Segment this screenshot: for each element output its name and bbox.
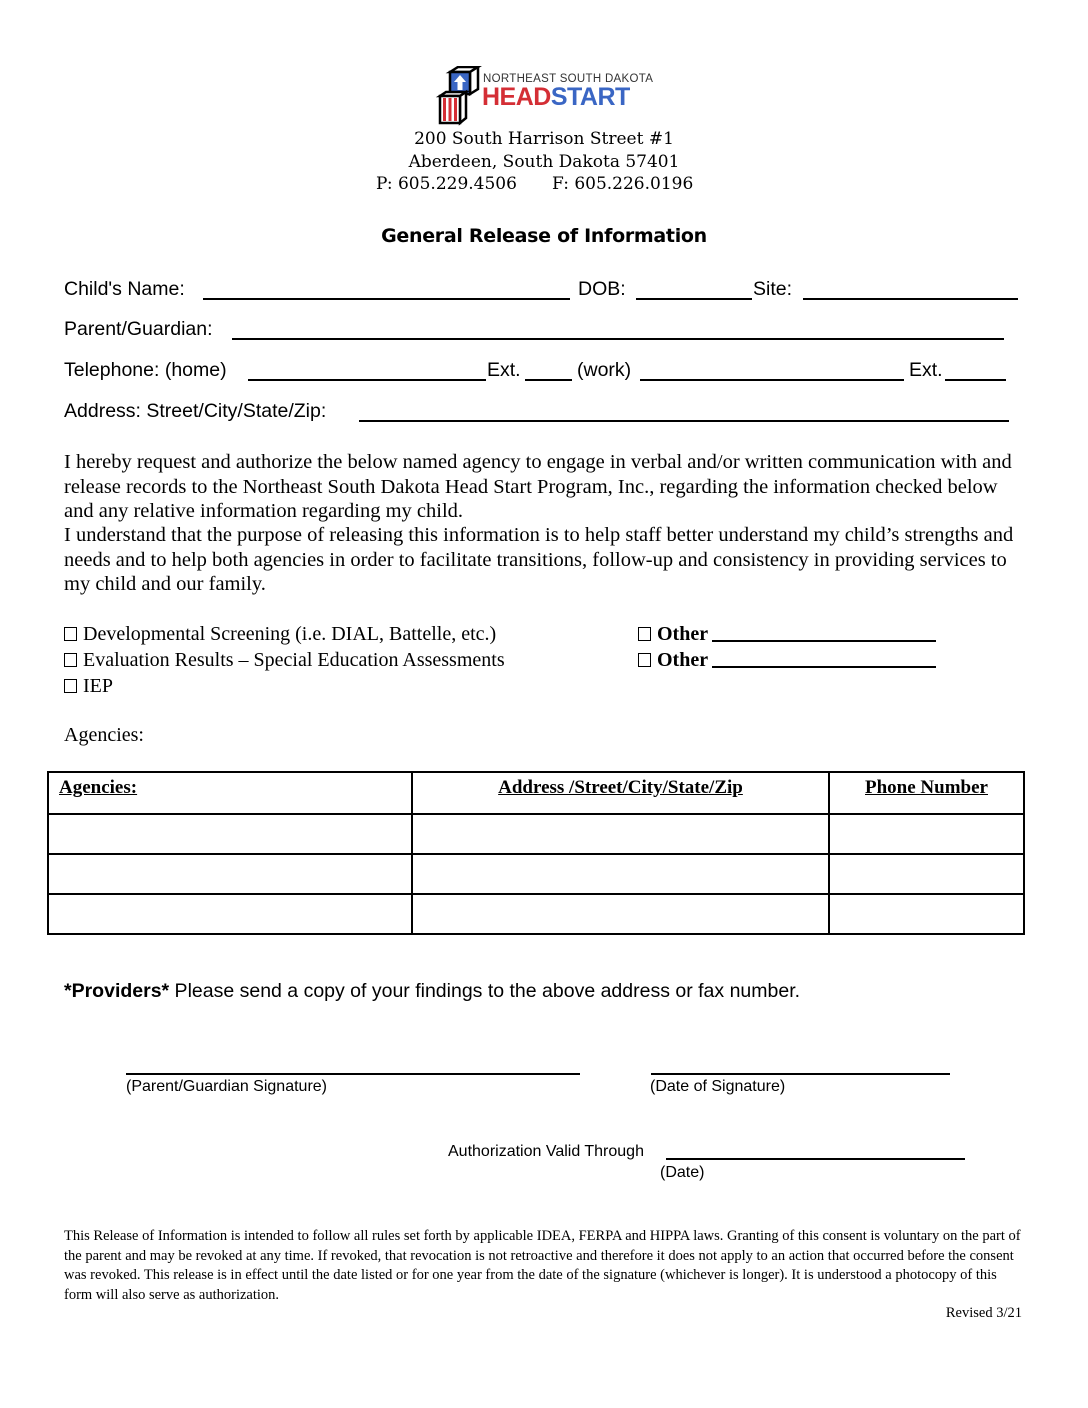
table-row xyxy=(48,814,1024,854)
agency-cell[interactable] xyxy=(48,894,412,934)
checkbox-item-other-2[interactable] xyxy=(638,649,708,672)
checkbox-icon[interactable] xyxy=(638,627,651,641)
form-title: General Release of Information xyxy=(381,225,707,247)
headstart-logo xyxy=(436,66,656,126)
valid-through-field[interactable] xyxy=(666,1158,965,1160)
childs-name-label: Child's Name: xyxy=(64,278,185,300)
parent-guardian-label: Parent/Guardian: xyxy=(64,318,213,340)
telephone-home-label: Telephone: (home) xyxy=(64,359,227,381)
checkbox-item-other-1[interactable] xyxy=(638,623,708,646)
table-header-row xyxy=(48,772,1024,814)
header-agencies: Agencies: xyxy=(48,772,412,814)
header-phone: Phone Number xyxy=(829,772,1024,814)
checkbox-label: Developmental Screening (i.e. DIAL, Battelle, etc.) xyxy=(83,623,497,645)
blocks-icon xyxy=(436,66,482,126)
phone-cell[interactable] xyxy=(829,854,1024,894)
agencies-label: Agencies: xyxy=(64,724,144,746)
table-row xyxy=(48,854,1024,894)
checkbox-icon[interactable] xyxy=(64,679,77,693)
parent-guardian-field[interactable] xyxy=(232,338,1004,340)
address-label: Address: Street/City/State/Zip: xyxy=(64,400,327,422)
checkbox-item-developmental-screening[interactable] xyxy=(64,623,496,646)
revised-date: Revised 3/21 xyxy=(945,1305,1022,1321)
agencies-table xyxy=(47,771,1025,935)
logo-tagline: NORTHEAST SOUTH DAKOTA xyxy=(483,73,654,85)
providers-note xyxy=(64,980,800,1003)
parent-signature-field[interactable] xyxy=(126,1073,580,1075)
checkbox-label: IEP xyxy=(83,675,113,697)
logo-brand-head: HEAD xyxy=(482,83,551,111)
checkbox-item-evaluation-results[interactable] xyxy=(64,649,505,672)
telephone-home-field[interactable] xyxy=(248,379,486,381)
address-city: Aberdeen, South Dakota 57401 xyxy=(408,152,680,172)
checkbox-icon[interactable] xyxy=(64,653,77,667)
childs-name-field[interactable] xyxy=(203,298,570,300)
address-phone: P: 605.229.4506 xyxy=(376,174,517,194)
checkbox-label: Other xyxy=(657,623,709,645)
valid-through-date-label: (Date) xyxy=(660,1164,705,1181)
other-2-field[interactable] xyxy=(712,666,936,668)
work-label: (work) xyxy=(577,359,632,381)
site-label: Site: xyxy=(753,278,793,300)
date-of-signature-label: (Date of Signature) xyxy=(650,1078,786,1095)
agency-cell[interactable] xyxy=(48,814,412,854)
authorization-paragraph: I hereby request and authorize the below named agency to engage in verbal and/or written communication with and release records to the Northeast South Dakota Head Start Program, Inc., regarding the information checked below and any relative information regarding my child. xyxy=(64,451,1012,522)
address-cell[interactable] xyxy=(412,814,829,854)
checkbox-label: Evaluation Results – Special Education Assessments xyxy=(83,649,505,671)
checkbox-item-iep[interactable] xyxy=(64,675,113,698)
ext-work-field[interactable] xyxy=(945,379,1006,381)
address-cell[interactable] xyxy=(412,894,829,934)
site-field[interactable] xyxy=(803,298,1018,300)
disclaimer: This Release of Information is intended to follow all rules set forth by applicable IDEA, FERPA and HIPPA laws. Granting of this consent is voluntary on the part of the parent and may be revoked at any time. If revoked, that revocation is not retroactive and therefore it does not apply to an action that occurred before the consent was revoked. This release is in effect until the date listed or for one year from the date of the signature (whichever is longer). It is understood a photocopy of this form will also serve as authorization. xyxy=(64,1228,1021,1303)
dob-label: DOB: xyxy=(578,278,626,300)
phone-cell[interactable] xyxy=(829,894,1024,934)
valid-through-label: Authorization Valid Through xyxy=(448,1143,644,1160)
purpose-paragraph: I understand that the purpose of releasing this information is to help staff better understand my child’s strengths and needs and to help both agencies in order to facilitate transitions, follow-up and consistency in providing services to my child and our family. xyxy=(64,524,1014,595)
table-row xyxy=(48,894,1024,934)
ext-work-label: Ext. xyxy=(909,359,943,381)
checkbox-icon[interactable] xyxy=(64,627,77,641)
ext-home-label: Ext. xyxy=(487,359,521,381)
dob-field[interactable] xyxy=(636,298,752,300)
date-of-signature-field[interactable] xyxy=(651,1073,950,1075)
parent-signature-label: (Parent/Guardian Signature) xyxy=(126,1078,327,1095)
address-street: 200 South Harrison Street #1 xyxy=(414,129,674,149)
providers-bold: *Providers* xyxy=(64,980,170,1002)
header-address: Address /Street/City/State/Zip xyxy=(412,772,829,814)
checkbox-label: Other xyxy=(657,649,709,671)
ext-home-field[interactable] xyxy=(525,379,572,381)
phone-cell[interactable] xyxy=(829,814,1024,854)
checkbox-icon[interactable] xyxy=(638,653,651,667)
logo-brand-start: START xyxy=(550,83,630,111)
address-field[interactable] xyxy=(359,420,1009,422)
address-fax: F: 605.226.0196 xyxy=(552,174,694,194)
telephone-work-field[interactable] xyxy=(640,379,904,381)
providers-text: Please send a copy of your findings to the above address or fax number. xyxy=(169,980,801,1002)
other-1-field[interactable] xyxy=(712,640,936,642)
address-cell[interactable] xyxy=(412,854,829,894)
agency-cell[interactable] xyxy=(48,854,412,894)
logo-brand xyxy=(482,83,630,112)
